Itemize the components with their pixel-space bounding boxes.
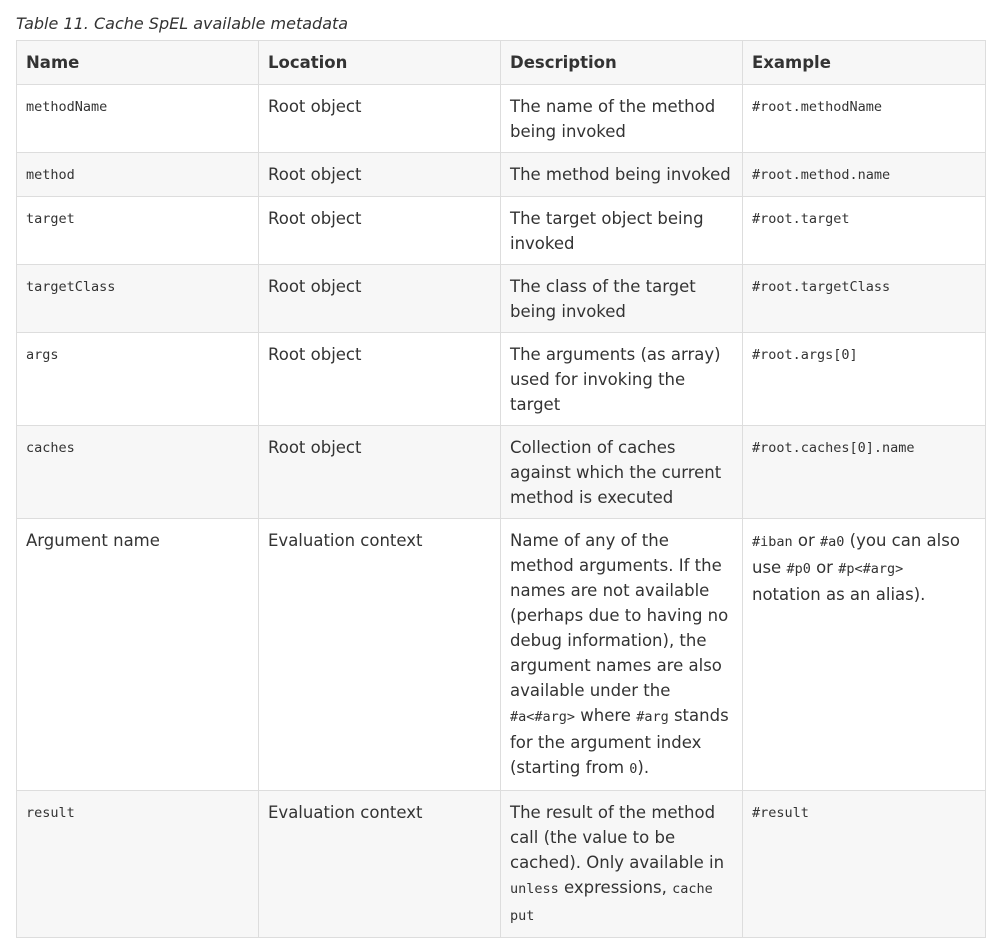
example-text: or xyxy=(792,531,821,550)
inline-code: 0 xyxy=(629,761,638,777)
cell-name: method xyxy=(17,153,259,197)
cell-description xyxy=(501,519,743,791)
cell-description: The class of the target being invoked xyxy=(501,265,743,333)
table-caption: Table 11. Cache SpEL available metadata xyxy=(16,14,349,33)
inline-code: cache put xyxy=(510,881,713,924)
description-text: The result of the method call (the value to be cached). Only available in xyxy=(510,803,725,872)
cell-description xyxy=(501,791,743,938)
inline-code: #p<#arg> xyxy=(838,561,904,577)
cell-name: result xyxy=(17,791,259,938)
cell-example: #root.target xyxy=(743,197,986,265)
cell-description: The method being invoked xyxy=(501,153,743,197)
cell-location: Root object xyxy=(259,197,501,265)
cell-name: targetClass xyxy=(17,265,259,333)
inline-code: unless xyxy=(510,881,559,897)
header-example: Example xyxy=(743,41,986,85)
cell-location: Root object xyxy=(259,85,501,153)
table-row xyxy=(17,153,986,197)
inline-code: #a0 xyxy=(820,534,845,550)
description-text: Name of any of the method arguments. If the names are not available (perhaps due to having no debug information), the argument names are also available under the xyxy=(510,531,729,700)
description-text: expressions, xyxy=(558,878,673,897)
cell-name: methodName xyxy=(17,85,259,153)
description-text: ). xyxy=(637,758,650,777)
description-text: stands for the argument index (starting from xyxy=(510,706,729,777)
cell-name: args xyxy=(17,333,259,426)
example-text: (you can also use xyxy=(752,531,960,577)
inline-code: #iban xyxy=(752,534,793,550)
cell-location: Root object xyxy=(259,426,501,519)
metadata-table xyxy=(16,40,986,938)
cell-location: Evaluation context xyxy=(259,519,501,791)
header-name: Name xyxy=(17,41,259,85)
inline-code: #p0 xyxy=(786,561,811,577)
cell-name: target xyxy=(17,197,259,265)
cell-location: Evaluation context xyxy=(259,791,501,938)
cell-example xyxy=(743,519,986,791)
table-container xyxy=(16,12,985,938)
table-row xyxy=(17,85,986,153)
example-text: or xyxy=(810,558,839,577)
table-row xyxy=(17,791,986,938)
table-row xyxy=(17,197,986,265)
cell-example: #root.args[0] xyxy=(743,333,986,426)
header-location: Location xyxy=(259,41,501,85)
table-row xyxy=(17,333,986,426)
cell-example: #root.caches[0].name xyxy=(743,426,986,519)
table-row xyxy=(17,426,986,519)
cell-name: Argument name xyxy=(17,519,259,791)
cell-description: The arguments (as array) used for invoking the target xyxy=(501,333,743,426)
example-text: notation as an alias). xyxy=(752,585,926,604)
table-row xyxy=(17,519,986,791)
cell-description: Collection of caches against which the current method is executed xyxy=(501,426,743,519)
cell-example: #root.targetClass xyxy=(743,265,986,333)
cell-example: #root.methodName xyxy=(743,85,986,153)
cell-name: caches xyxy=(17,426,259,519)
cell-location: Root object xyxy=(259,153,501,197)
inline-code: #a<#arg> xyxy=(510,709,576,725)
inline-code: #arg xyxy=(636,709,669,725)
cell-example: #root.method.name xyxy=(743,153,986,197)
cell-location: Root object xyxy=(259,265,501,333)
cell-example: #result xyxy=(743,791,986,938)
cell-location: Root object xyxy=(259,333,501,426)
header-description: Description xyxy=(501,41,743,85)
table-header-row xyxy=(17,41,986,85)
table-row xyxy=(17,265,986,333)
description-text: where xyxy=(575,706,637,725)
cell-description: The name of the method being invoked xyxy=(501,85,743,153)
cell-description: The target object being invoked xyxy=(501,197,743,265)
